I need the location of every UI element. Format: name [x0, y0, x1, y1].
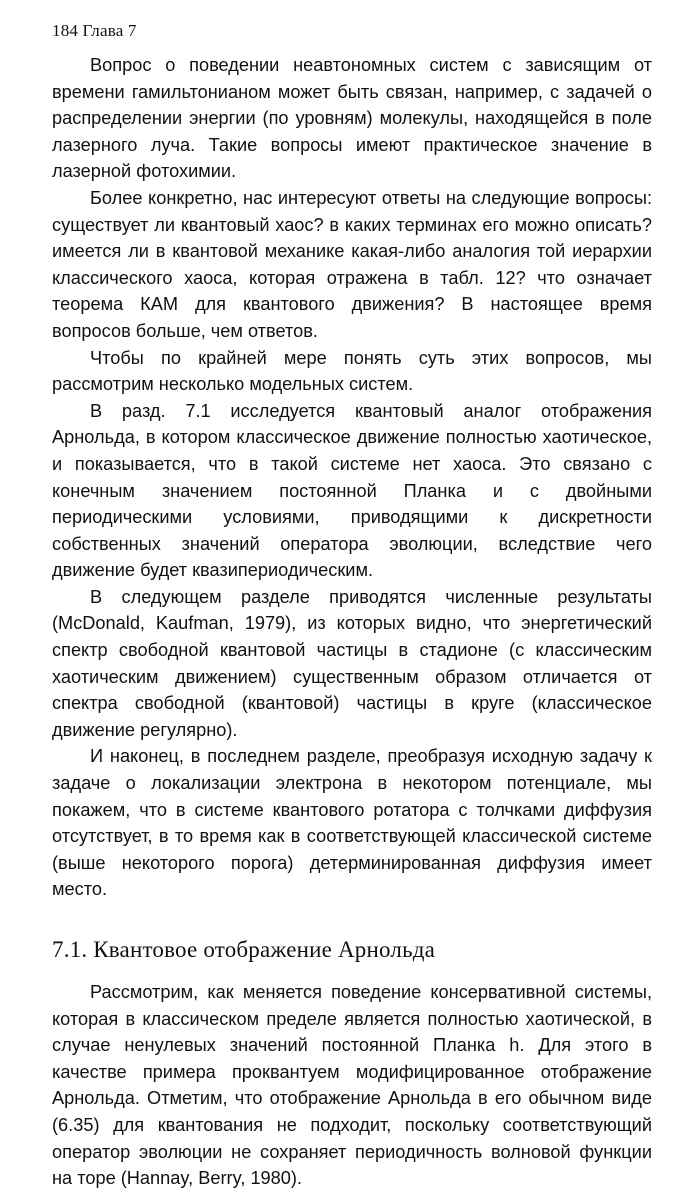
section-text: [52, 979, 652, 1192]
paragraph: И наконец, в последнем разделе, преобразуя исходную задачу к задаче о локализации электрона в некотором потенциале, мы покажем, что в системе квантового ротатора с толчками диффузия отсутствует, в то время как в соответствующей классической системе (выше некоторого порога) детерминированная диффузия имеет место.: [52, 746, 652, 900]
intro-text: [52, 52, 652, 903]
section-heading: 7.1. Квантовое отображение Арнольда: [52, 937, 436, 962]
paragraph: Рассмотрим, как меняется поведение консервативной системы, которая в классическом пределе является полностью хаотической, в случае ненулевых значений постоянной Планка h. Для этого в качестве примера проквантуем модифицированное отображение Арнольда. Отметим, что отображение Арнольда в его обычном виде (6.35) для квантования не подходит, поскольку соответствующий оператор эволюции не сохраняет периодичность волновой функции на торе (Hannay, Berry, 1980).: [52, 982, 652, 1189]
paragraph: В разд. 7.1 исследуется квантовый аналог отображения Арнольда, в котором классическое движение полностью хаотическое, и показывается, что в такой системе нет хаоса. Это связано с конечным значением постоянной Планка и с двойными периодическими условиями, приводящими к дискретности собственных значений оператора эволюции, вследствие чего движение будет квазипериодическим.: [52, 400, 652, 581]
paragraph: Чтобы по крайней мере понять суть этих вопросов, мы рассмотрим несколько модельных систем.: [52, 347, 652, 395]
running-head: 184 Глава 7: [52, 21, 137, 40]
paragraph: Более конкретно, нас интересуют ответы на следующие вопросы: существует ли квантовый хаос? в каких терминах его можно описать? имеется ли в квантовой механике какая-либо аналогия той иерархии классического хаоса, которая отражена в табл. 12? что означает теорема КАМ для квантового движения? В настоящее время вопросов больше, чем ответов.: [52, 187, 652, 341]
paragraph: Вопрос о поведении неавтономных систем с зависящим от времени гамильтонианом может быть связан, например, с задачей о распределении энергии (по уровням) молекулы, находящейся в поле лазерного луча. Такие вопросы имеют практическое значение в лазерной фотохимии.: [52, 55, 652, 182]
paragraph: В следующем разделе приводятся численные результаты (McDonald, Kaufman, 1979), из которых видно, что энергетический спектр свободной квантовой частицы в стадионе (с классическим хаотическим движением) существенным образом отличается от спектра свободной (квантовой) частицы в круге (классическое движение регулярно).: [52, 586, 652, 740]
